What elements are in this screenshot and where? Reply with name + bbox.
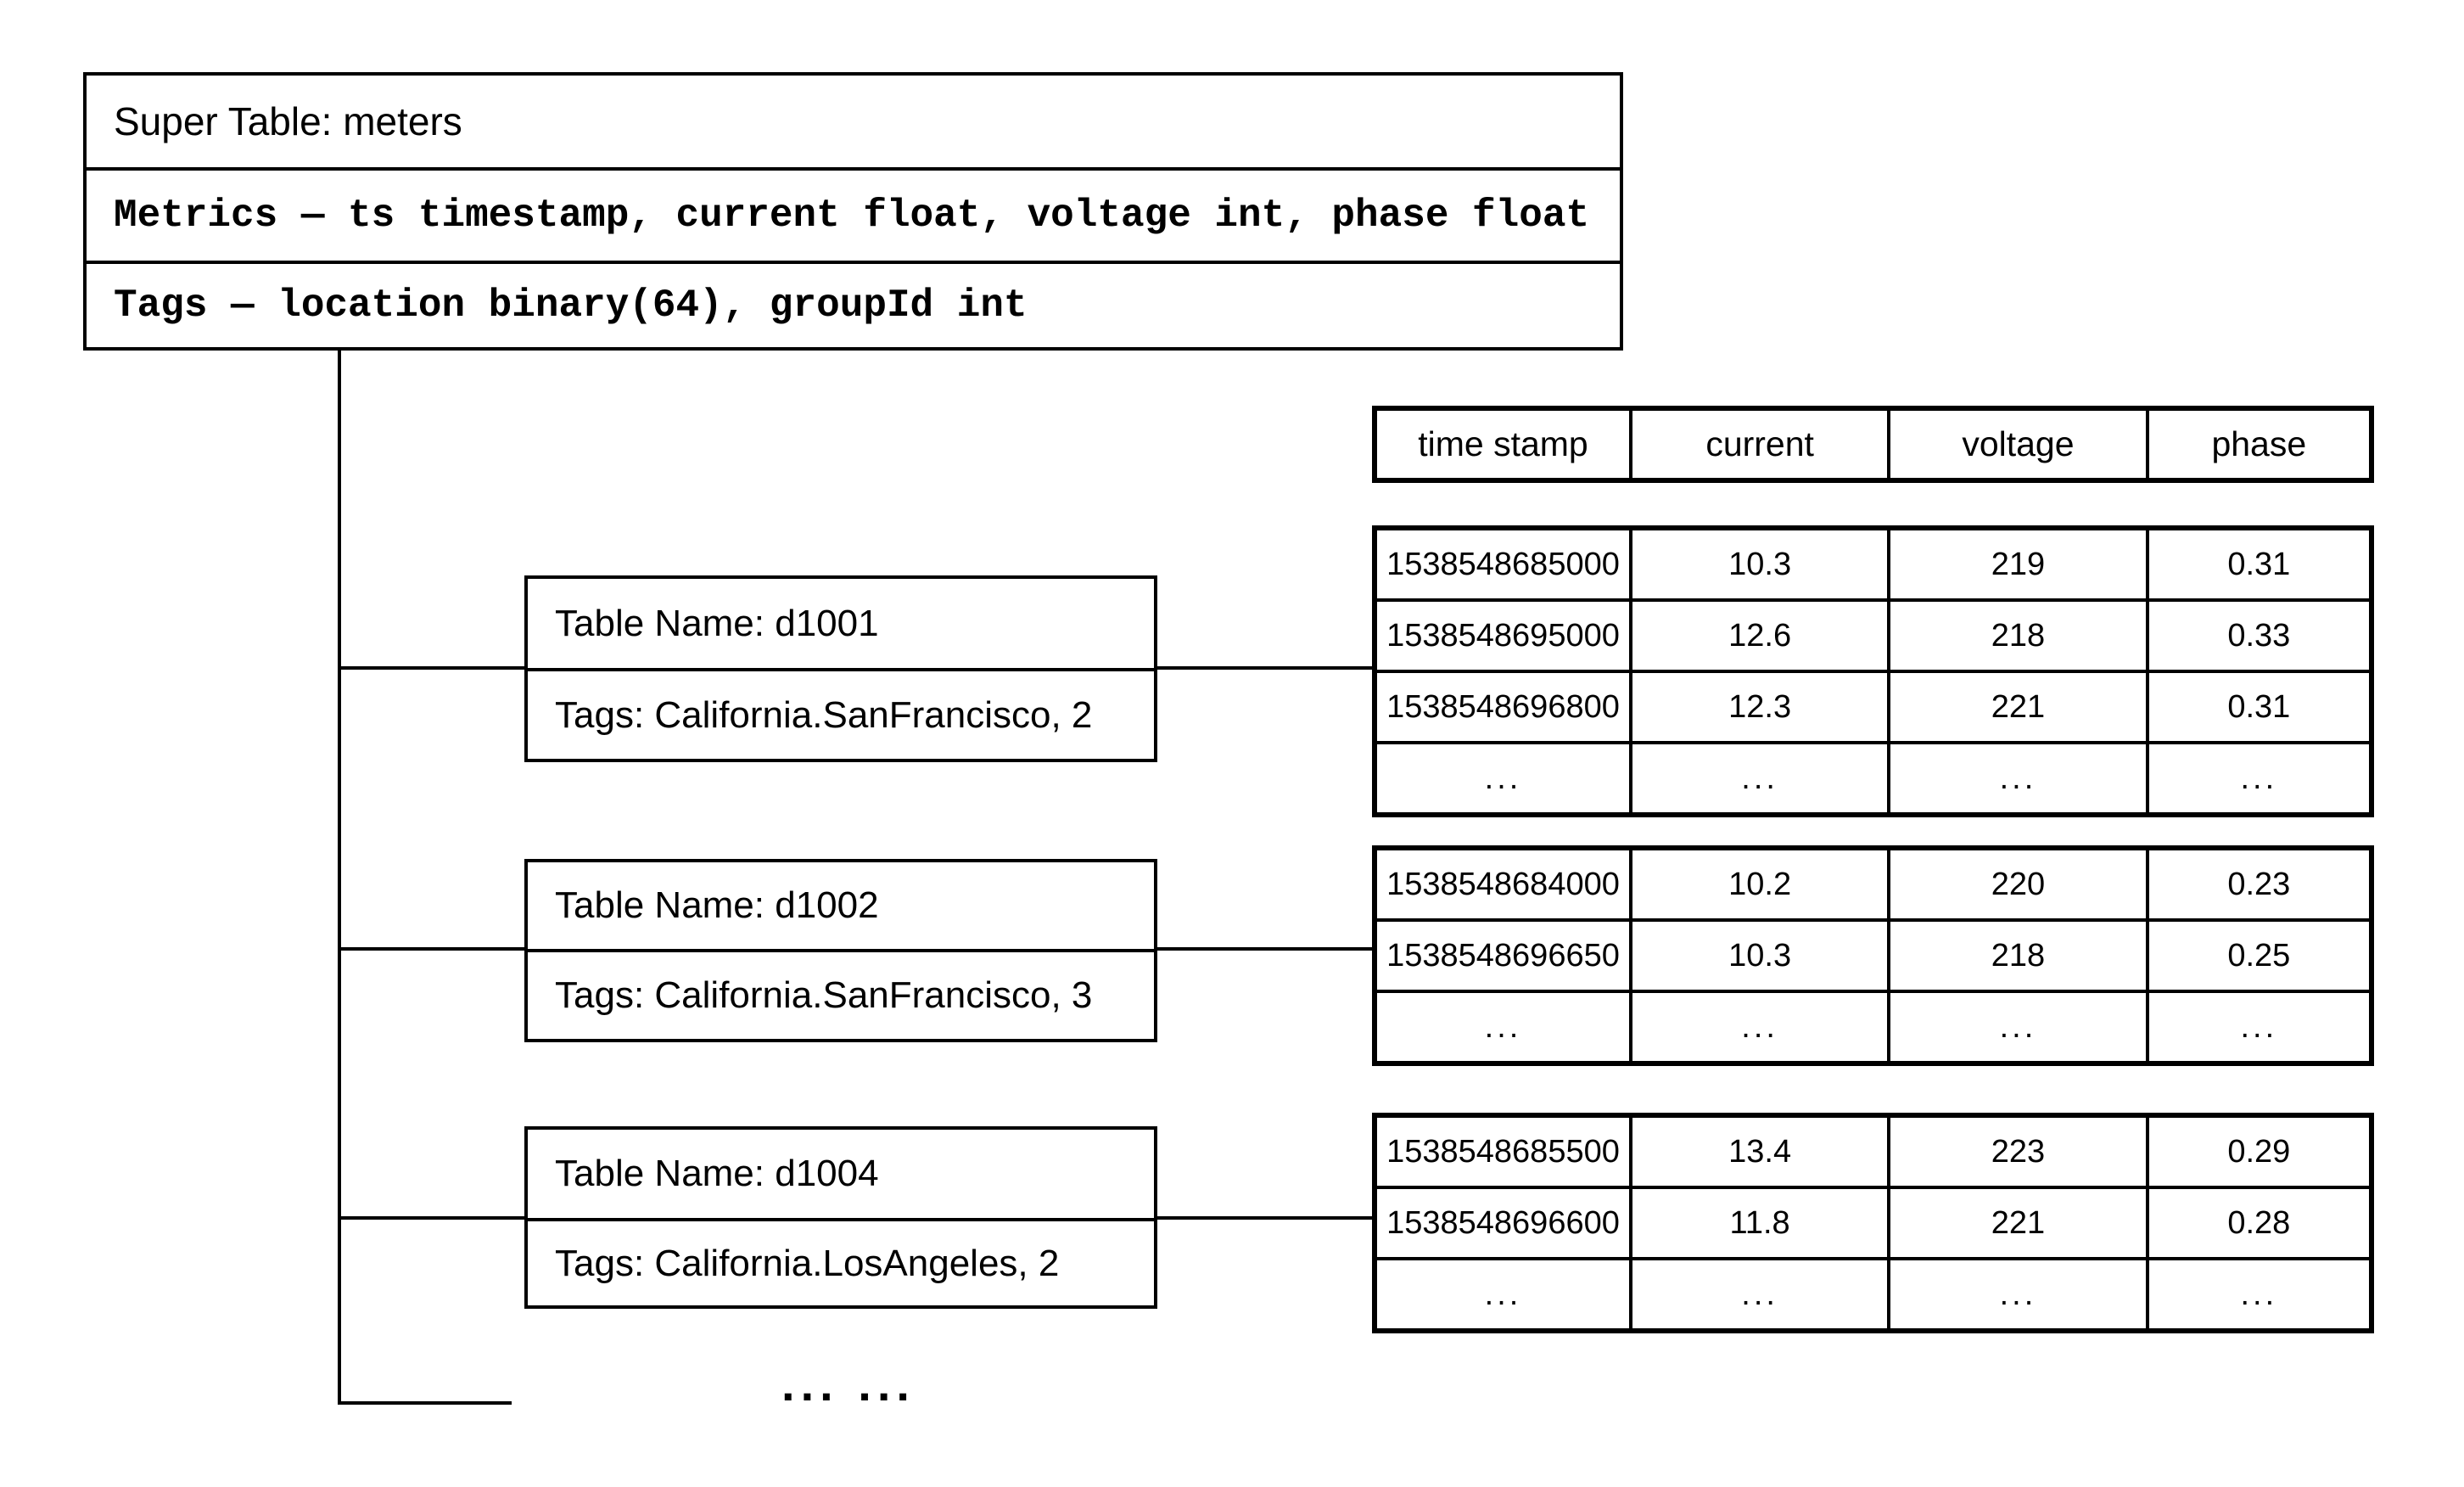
cell-ellipsis: ... xyxy=(2148,743,2372,815)
cell-current: 13.4 xyxy=(1631,1115,1889,1187)
cell-ellipsis: ... xyxy=(1375,743,1631,815)
cell-current: 12.6 xyxy=(1631,600,1889,671)
column-header-row xyxy=(1375,408,2372,480)
cell-voltage: 223 xyxy=(1889,1115,2147,1187)
connector-d1002-to-table xyxy=(1157,947,1372,951)
subtable-name-label: Table Name: d1001 xyxy=(555,602,879,644)
tree-bottom-stub-line xyxy=(338,1401,512,1405)
column-header-timestamp: time stamp xyxy=(1375,408,1631,480)
data-table-d1001 xyxy=(1372,525,2374,817)
cell-timestamp: 1538548685000 xyxy=(1375,528,1631,600)
cell-current: 11.8 xyxy=(1631,1187,1889,1259)
connector-trunk-to-d1001 xyxy=(339,666,524,670)
connector-d1004-to-table xyxy=(1157,1216,1372,1220)
subtable-name-label: Table Name: d1002 xyxy=(555,884,879,926)
super-table-box xyxy=(83,72,1623,351)
cell-ellipsis: ... xyxy=(1889,1259,2147,1331)
cell-voltage: 221 xyxy=(1889,1187,2147,1259)
cell-phase: 0.31 xyxy=(2148,528,2372,600)
data-row xyxy=(1375,1115,2372,1187)
cell-ellipsis: ... xyxy=(1889,743,2147,815)
data-row xyxy=(1375,848,2372,920)
cell-phase: 0.31 xyxy=(2148,671,2372,743)
cell-ellipsis: ... xyxy=(2148,1259,2372,1331)
data-row xyxy=(1375,671,2372,743)
data-table-d1004 xyxy=(1372,1113,2374,1333)
data-row xyxy=(1375,600,2372,671)
subtable-tags-label: Tags: California.LosAngeles, 2 xyxy=(528,1218,1154,1305)
cell-voltage: 220 xyxy=(1889,848,2147,920)
more-tables-ellipsis: ... ... xyxy=(781,1357,916,1411)
cell-ellipsis: ... xyxy=(1375,991,1631,1063)
cell-ellipsis: ... xyxy=(1631,743,1889,815)
column-headers-table xyxy=(1372,406,2374,483)
connector-trunk-to-d1004 xyxy=(339,1216,524,1220)
cell-ellipsis: ... xyxy=(1889,991,2147,1063)
subtable-name-label: Table Name: d1004 xyxy=(555,1153,879,1194)
cell-ellipsis: ... xyxy=(1375,1259,1631,1331)
cell-timestamp: 1538548696800 xyxy=(1375,671,1631,743)
column-header-current: current xyxy=(1631,408,1889,480)
connector-trunk-to-d1002 xyxy=(339,947,524,951)
super-table-tags-row: Tags — location binary(64), groupId int xyxy=(87,261,1620,347)
column-header-phase: phase xyxy=(2148,408,2372,480)
cell-timestamp: 1538548684000 xyxy=(1375,848,1631,920)
data-row-ellipsis xyxy=(1375,1259,2372,1331)
cell-current: 10.2 xyxy=(1631,848,1889,920)
subtable-tags-label: Tags: California.SanFrancisco, 2 xyxy=(528,668,1154,759)
cell-timestamp: 1538548696650 xyxy=(1375,920,1631,991)
super-table-title: Super Table: meters xyxy=(114,99,462,143)
cell-timestamp: 1538548696600 xyxy=(1375,1187,1631,1259)
cell-current: 10.3 xyxy=(1631,528,1889,600)
cell-ellipsis: ... xyxy=(1631,991,1889,1063)
data-table-d1002 xyxy=(1372,845,2374,1066)
connector-d1001-to-table xyxy=(1157,666,1372,670)
cell-current: 12.3 xyxy=(1631,671,1889,743)
cell-phase: 0.25 xyxy=(2148,920,2372,991)
subtable-box-d1002 xyxy=(524,859,1157,1042)
column-header-voltage: voltage xyxy=(1889,408,2147,480)
cell-voltage: 221 xyxy=(1889,671,2147,743)
subtable-tags-label: Tags: California.SanFrancisco, 3 xyxy=(528,949,1154,1039)
cell-current: 10.3 xyxy=(1631,920,1889,991)
cell-phase: 0.29 xyxy=(2148,1115,2372,1187)
data-row xyxy=(1375,920,2372,991)
data-row xyxy=(1375,528,2372,600)
tree-trunk-line xyxy=(338,351,341,1405)
data-row-ellipsis xyxy=(1375,991,2372,1063)
cell-ellipsis: ... xyxy=(2148,991,2372,1063)
cell-ellipsis: ... xyxy=(1631,1259,1889,1331)
data-row xyxy=(1375,1187,2372,1259)
cell-voltage: 218 xyxy=(1889,920,2147,991)
cell-voltage: 218 xyxy=(1889,600,2147,671)
data-row-ellipsis xyxy=(1375,743,2372,815)
subtable-box-d1004 xyxy=(524,1126,1157,1309)
cell-phase: 0.33 xyxy=(2148,600,2372,671)
cell-timestamp: 1538548685500 xyxy=(1375,1115,1631,1187)
cell-phase: 0.23 xyxy=(2148,848,2372,920)
subtable-box-d1001 xyxy=(524,575,1157,762)
cell-timestamp: 1538548695000 xyxy=(1375,600,1631,671)
cell-phase: 0.28 xyxy=(2148,1187,2372,1259)
super-table-metrics-row: Metrics — ts timestamp, current float, voltage int, phase float xyxy=(87,167,1620,261)
cell-voltage: 219 xyxy=(1889,528,2147,600)
